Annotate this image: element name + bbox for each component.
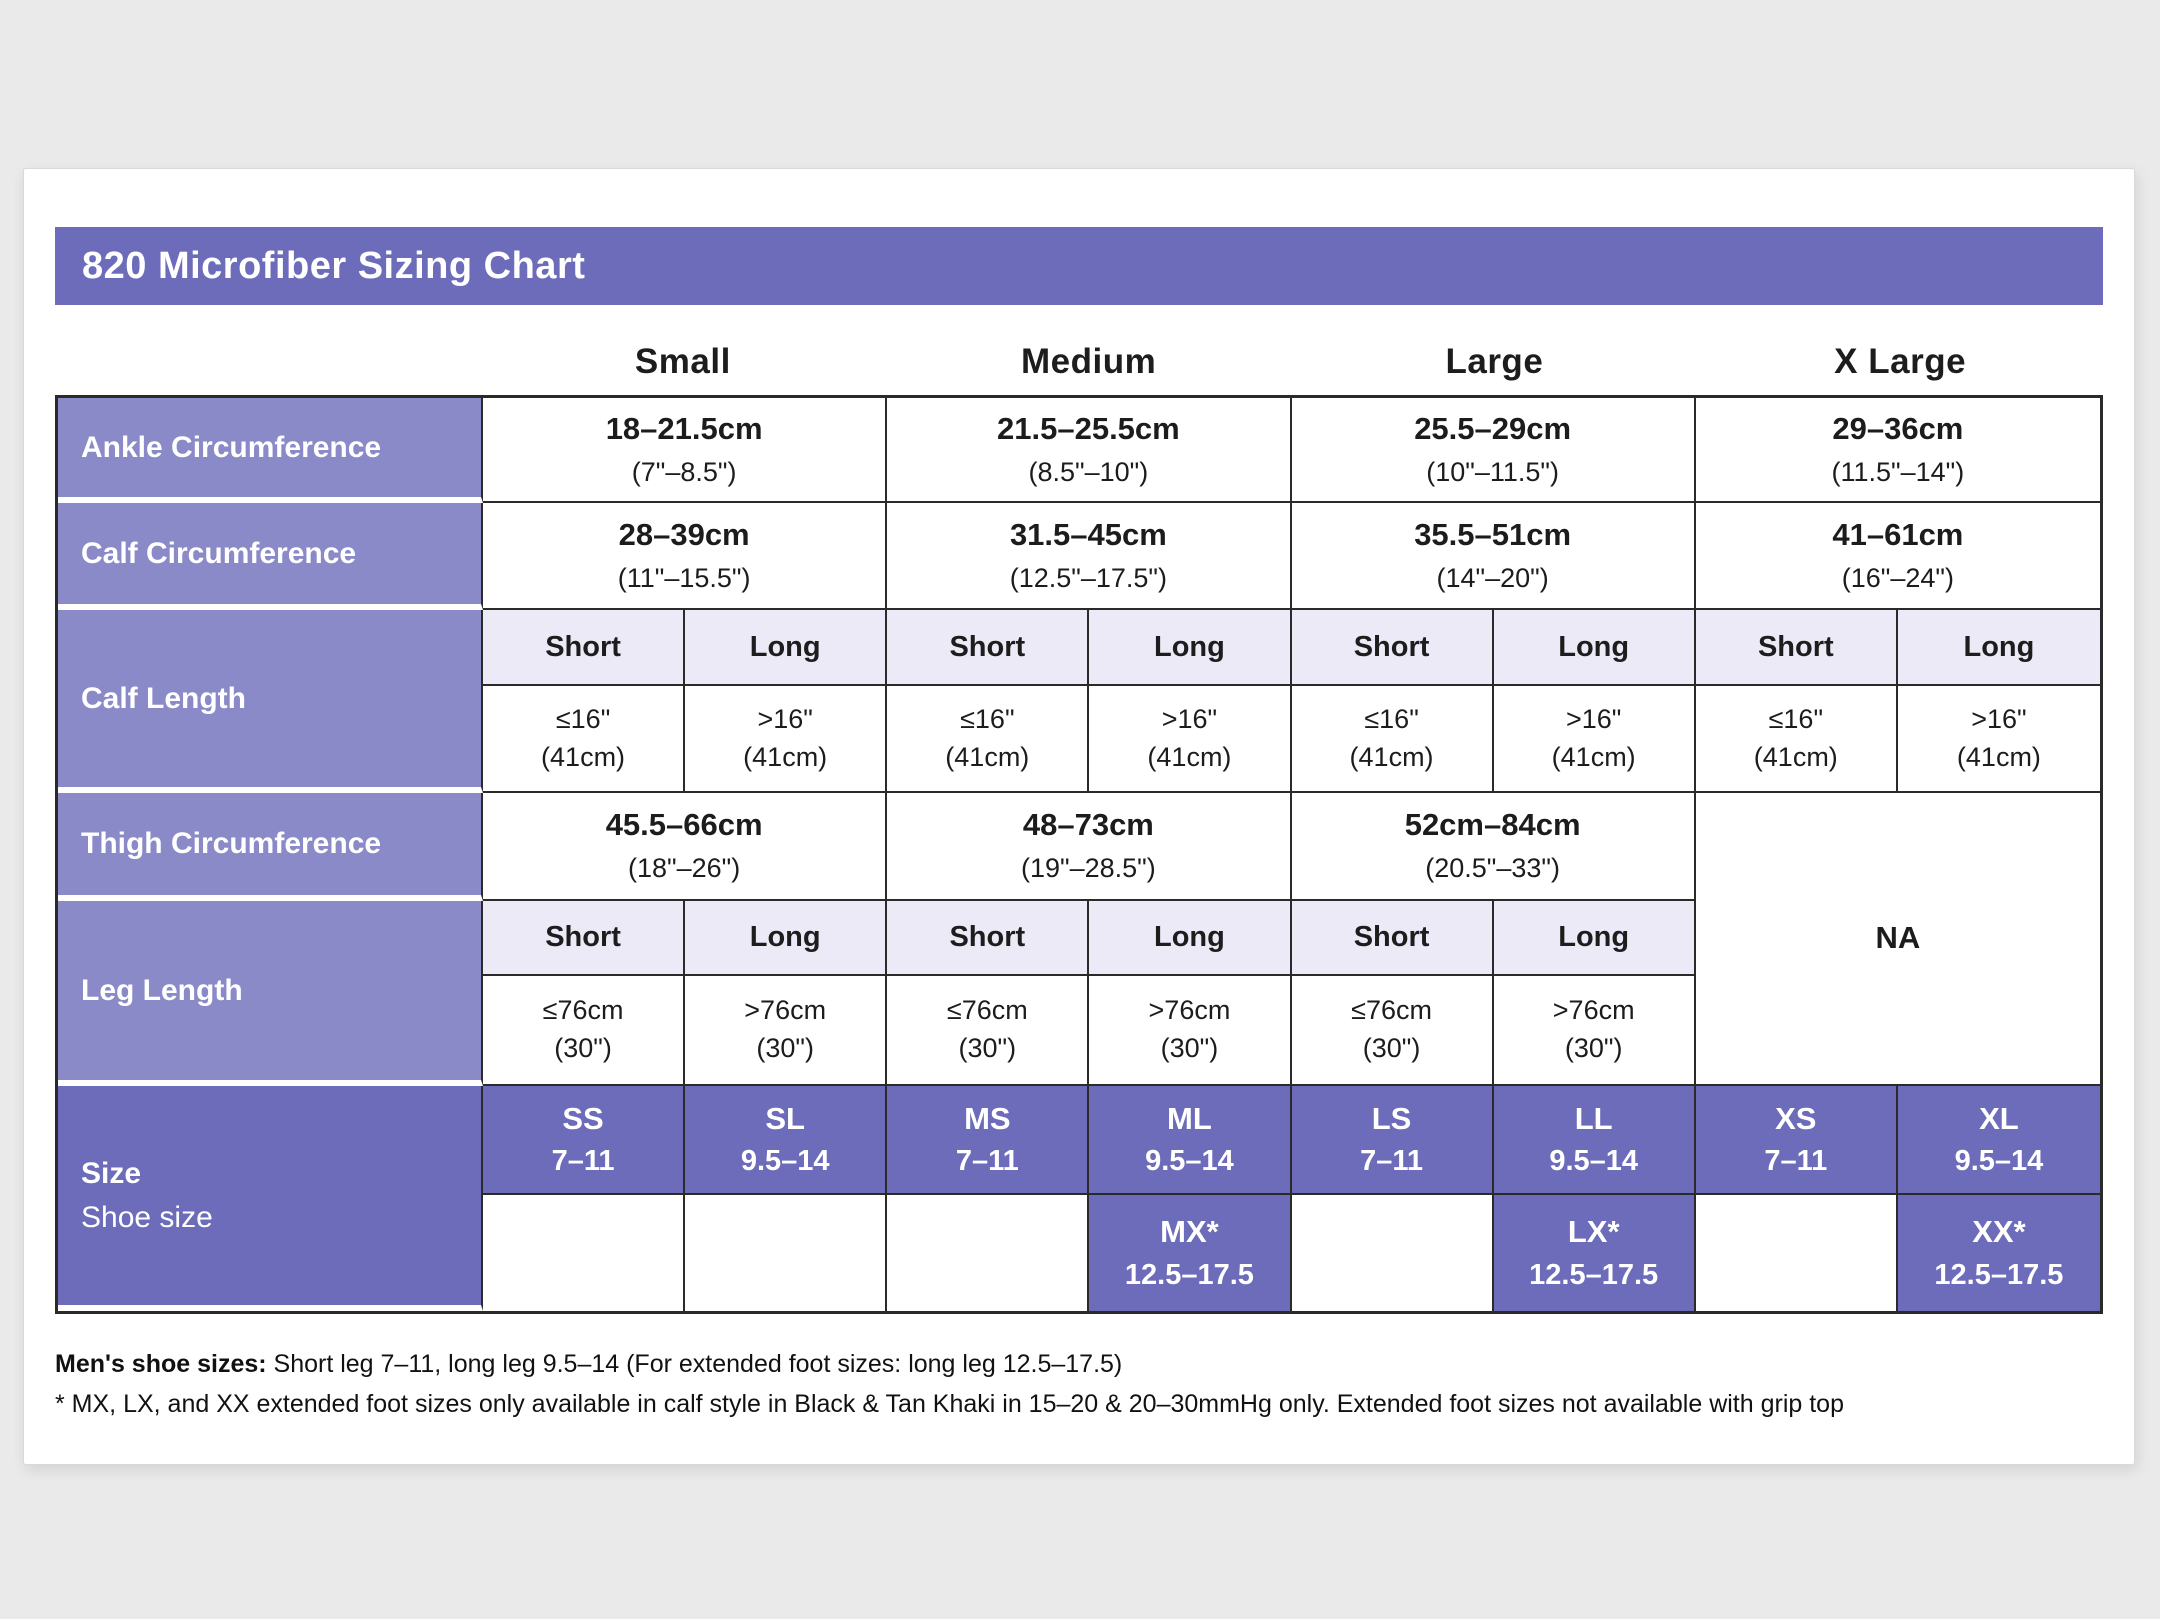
leg-length-value bbox=[685, 976, 887, 1086]
row-label-size bbox=[58, 1086, 483, 1311]
extended-size-empty-cell bbox=[1696, 1195, 1898, 1311]
value-main: >76cm bbox=[1552, 995, 1635, 1026]
calf-length-value bbox=[1898, 686, 2100, 793]
value-cm: 29–36cm bbox=[1832, 410, 1964, 446]
size-code: LS bbox=[1371, 1100, 1412, 1136]
value-main: ≤76cm bbox=[542, 995, 624, 1026]
calf-circ-value-xlarge bbox=[1696, 503, 2100, 610]
column-headers bbox=[55, 329, 2103, 395]
size-range: 9.5–14 bbox=[1954, 1145, 2044, 1178]
size-code: LL bbox=[1574, 1100, 1613, 1136]
value-sub: (41cm) bbox=[1147, 741, 1232, 772]
row-sublabel-shoe-size: Shoe size bbox=[81, 1200, 213, 1234]
size-code: SS bbox=[562, 1100, 604, 1136]
column-header-xlarge: X Large bbox=[1834, 342, 1967, 381]
value-inches: (14"–20") bbox=[1436, 562, 1549, 593]
leg-length-subheader: Short bbox=[1292, 901, 1494, 976]
value-main: >16" bbox=[1161, 703, 1218, 734]
calf-length-subheader: Long bbox=[685, 610, 887, 686]
row-label-text: Size bbox=[81, 1157, 142, 1190]
calf-circ-value-small bbox=[483, 503, 887, 610]
row-label-text: Ankle Circumference bbox=[81, 430, 382, 464]
leg-length-value bbox=[1089, 976, 1291, 1086]
value-cm: 25.5–29cm bbox=[1414, 410, 1572, 446]
value-sub: (41cm) bbox=[1956, 741, 2041, 772]
value-main: ≤16" bbox=[960, 703, 1015, 734]
calf-length-subheader: Short bbox=[483, 610, 685, 686]
size-code: XX* bbox=[1972, 1214, 2026, 1249]
value-sub: (41cm) bbox=[541, 741, 626, 772]
size-cell-xl bbox=[1898, 1086, 2100, 1195]
calf-length-subheader: Long bbox=[1494, 610, 1696, 686]
value-inches: (11.5"–14") bbox=[1831, 456, 1965, 487]
value-main: ≤16" bbox=[555, 703, 611, 734]
size-cell-ls bbox=[1292, 1086, 1494, 1195]
size-range: 9.5–14 bbox=[1549, 1145, 1639, 1178]
extended-size-empty-cell bbox=[1292, 1195, 1494, 1311]
calf-length-value bbox=[685, 686, 887, 793]
leg-length-value bbox=[483, 976, 685, 1086]
ankle-value-medium bbox=[887, 398, 1291, 503]
na-cell-xlarge: NA bbox=[1696, 793, 2100, 1086]
ankle-value-large bbox=[1292, 398, 1696, 503]
title-bar bbox=[55, 227, 2103, 305]
size-range: 9.5–14 bbox=[1145, 1145, 1234, 1178]
column-header-medium: Medium bbox=[1021, 342, 1157, 381]
footnote-mens-shoe-sizes bbox=[55, 1344, 2103, 1384]
extended-size-empty-cell bbox=[483, 1195, 685, 1311]
footnote-lead: Men's shoe sizes: bbox=[55, 1350, 267, 1378]
value-sub: (41cm) bbox=[945, 741, 1030, 772]
size-range: 7–11 bbox=[1764, 1145, 1828, 1178]
value-inches: (11"–15.5") bbox=[617, 562, 751, 593]
value-main: >16" bbox=[1971, 703, 2027, 734]
size-cell-ms bbox=[887, 1086, 1089, 1195]
value-cm: 35.5–51cm bbox=[1414, 516, 1572, 552]
value-sub: (30") bbox=[958, 1033, 1017, 1063]
leg-length-subheader: Long bbox=[685, 901, 887, 976]
thigh-value-small bbox=[483, 793, 887, 901]
calf-length-subheader: Short bbox=[887, 610, 1089, 686]
value-main: ≤76cm bbox=[946, 995, 1028, 1026]
calf-circ-value-large bbox=[1292, 503, 1696, 610]
ankle-value-xlarge bbox=[1696, 398, 2100, 503]
size-range: 7–11 bbox=[1360, 1145, 1424, 1178]
sizing-table bbox=[55, 395, 2103, 1314]
calf-length-subheader: Short bbox=[1696, 610, 1898, 686]
size-cell-mx bbox=[1089, 1195, 1291, 1311]
calf-length-subheader: Long bbox=[1089, 610, 1291, 686]
value-inches: (12.5"–17.5") bbox=[1009, 562, 1168, 593]
calf-circ-value-medium bbox=[887, 503, 1291, 610]
row-label-leg-length bbox=[58, 901, 483, 1086]
size-range: 7–11 bbox=[955, 1145, 1019, 1178]
size-code: XS bbox=[1775, 1100, 1817, 1136]
calf-length-subheader: Long bbox=[1898, 610, 2100, 686]
value-cm: 18–21.5cm bbox=[605, 410, 763, 446]
size-range: 12.5–17.5 bbox=[1529, 1258, 1659, 1291]
thigh-value-medium bbox=[887, 793, 1291, 901]
sizing-chart-card bbox=[23, 168, 2135, 1465]
ankle-value-small bbox=[483, 398, 887, 503]
size-code: SL bbox=[765, 1100, 805, 1136]
row-label-text: Calf Length bbox=[81, 681, 246, 715]
calf-length-value bbox=[1696, 686, 1898, 793]
size-cell-xx bbox=[1898, 1195, 2100, 1311]
leg-length-subheader: Long bbox=[1494, 901, 1696, 976]
value-inches: (19"–28.5") bbox=[1021, 853, 1156, 883]
size-code: LX* bbox=[1567, 1214, 1620, 1249]
value-sub: (30") bbox=[1362, 1033, 1421, 1063]
row-label-text: Calf Circumference bbox=[81, 536, 357, 570]
size-range: 7–11 bbox=[551, 1145, 615, 1178]
leg-length-value bbox=[1494, 976, 1696, 1086]
value-cm: 31.5–45cm bbox=[1009, 516, 1167, 552]
row-label-text: Thigh Circumference bbox=[81, 827, 382, 861]
value-sub: (30") bbox=[554, 1033, 612, 1063]
value-inches: (7"–8.5") bbox=[631, 456, 737, 487]
value-sub: (41cm) bbox=[1551, 741, 1636, 772]
calf-length-value bbox=[483, 686, 685, 793]
size-cell-sl bbox=[685, 1086, 887, 1195]
size-code: MX* bbox=[1160, 1214, 1219, 1249]
value-main: ≤76cm bbox=[1351, 995, 1432, 1026]
column-header-small: Small bbox=[634, 342, 731, 381]
value-cm: 28–39cm bbox=[618, 516, 750, 552]
leg-length-subheader: Long bbox=[1089, 901, 1291, 976]
value-cm: 21.5–25.5cm bbox=[997, 410, 1180, 446]
calf-length-value bbox=[887, 686, 1089, 793]
value-sub: (30") bbox=[1564, 1033, 1623, 1063]
value-inches: (10"–11.5") bbox=[1426, 456, 1559, 487]
value-cm: 48–73cm bbox=[1022, 807, 1154, 843]
size-cell-ll bbox=[1494, 1086, 1696, 1195]
thigh-value-large bbox=[1292, 793, 1696, 901]
size-cell-ml bbox=[1089, 1086, 1291, 1195]
size-range: 9.5–14 bbox=[740, 1145, 830, 1178]
size-range: 12.5–17.5 bbox=[1124, 1258, 1254, 1291]
value-sub: (30") bbox=[756, 1033, 814, 1063]
column-header-large: Large bbox=[1445, 342, 1544, 381]
value-sub: (41cm) bbox=[1753, 741, 1838, 772]
leg-length-subheader: Short bbox=[887, 901, 1089, 976]
calf-length-subheader: Short bbox=[1292, 610, 1494, 686]
value-cm: 45.5–66cm bbox=[605, 807, 763, 843]
calf-length-value bbox=[1292, 686, 1494, 793]
value-sub: (41cm) bbox=[743, 741, 828, 772]
size-cell-lx bbox=[1494, 1195, 1696, 1311]
value-main: ≤16" bbox=[1364, 703, 1419, 734]
value-main: >16" bbox=[1565, 703, 1622, 734]
extended-size-empty-cell bbox=[685, 1195, 887, 1311]
size-cell-xs bbox=[1696, 1086, 1898, 1195]
value-inches: (8.5"–10") bbox=[1028, 456, 1149, 487]
row-label-ankle-circumference bbox=[58, 398, 483, 503]
leg-length-value bbox=[1292, 976, 1494, 1086]
size-code: ML bbox=[1167, 1100, 1212, 1136]
calf-length-value bbox=[1494, 686, 1696, 793]
value-cm: 41–61cm bbox=[1832, 516, 1964, 552]
row-label-text: Leg Length bbox=[81, 973, 243, 1007]
leg-length-value bbox=[887, 976, 1089, 1086]
row-label-thigh-circumference bbox=[58, 793, 483, 901]
value-cm: 52cm–84cm bbox=[1404, 807, 1581, 843]
value-sub: (41cm) bbox=[1349, 741, 1434, 772]
footnotes bbox=[55, 1344, 2103, 1424]
value-main: >76cm bbox=[1148, 995, 1231, 1026]
size-range: 12.5–17.5 bbox=[1934, 1258, 2064, 1291]
value-inches: (18"–26") bbox=[628, 853, 741, 883]
value-inches: (16"–24") bbox=[1841, 562, 1954, 593]
leg-length-subheader: Short bbox=[483, 901, 685, 976]
value-inches: (20.5"–33") bbox=[1425, 853, 1560, 883]
extended-size-empty-cell bbox=[887, 1195, 1089, 1311]
value-sub: (30") bbox=[1160, 1033, 1219, 1063]
calf-length-value bbox=[1089, 686, 1291, 793]
row-label-calf-circumference bbox=[58, 503, 483, 610]
row-label-calf-length bbox=[58, 610, 483, 793]
footnote-rest: Short leg 7–11, long leg 9.5–14 (For extended foot sizes: long leg 12.5–17.5) bbox=[266, 1350, 1123, 1378]
size-code: XL bbox=[1979, 1100, 2019, 1136]
size-cell-ss bbox=[483, 1086, 685, 1195]
page-title: 820 Microfiber Sizing Chart bbox=[82, 244, 586, 287]
value-main: >76cm bbox=[744, 995, 827, 1026]
value-main: >16" bbox=[757, 703, 813, 734]
footnote-extended-sizes: * MX, LX, and XX extended foot sizes only available in calf style in Black & Tan Khaki in 15–20 & 20–30mmHg only. Extended foot sizes not available with grip top bbox=[55, 1390, 1844, 1418]
value-main: ≤16" bbox=[1768, 703, 1824, 734]
size-code: MS bbox=[964, 1100, 1011, 1136]
